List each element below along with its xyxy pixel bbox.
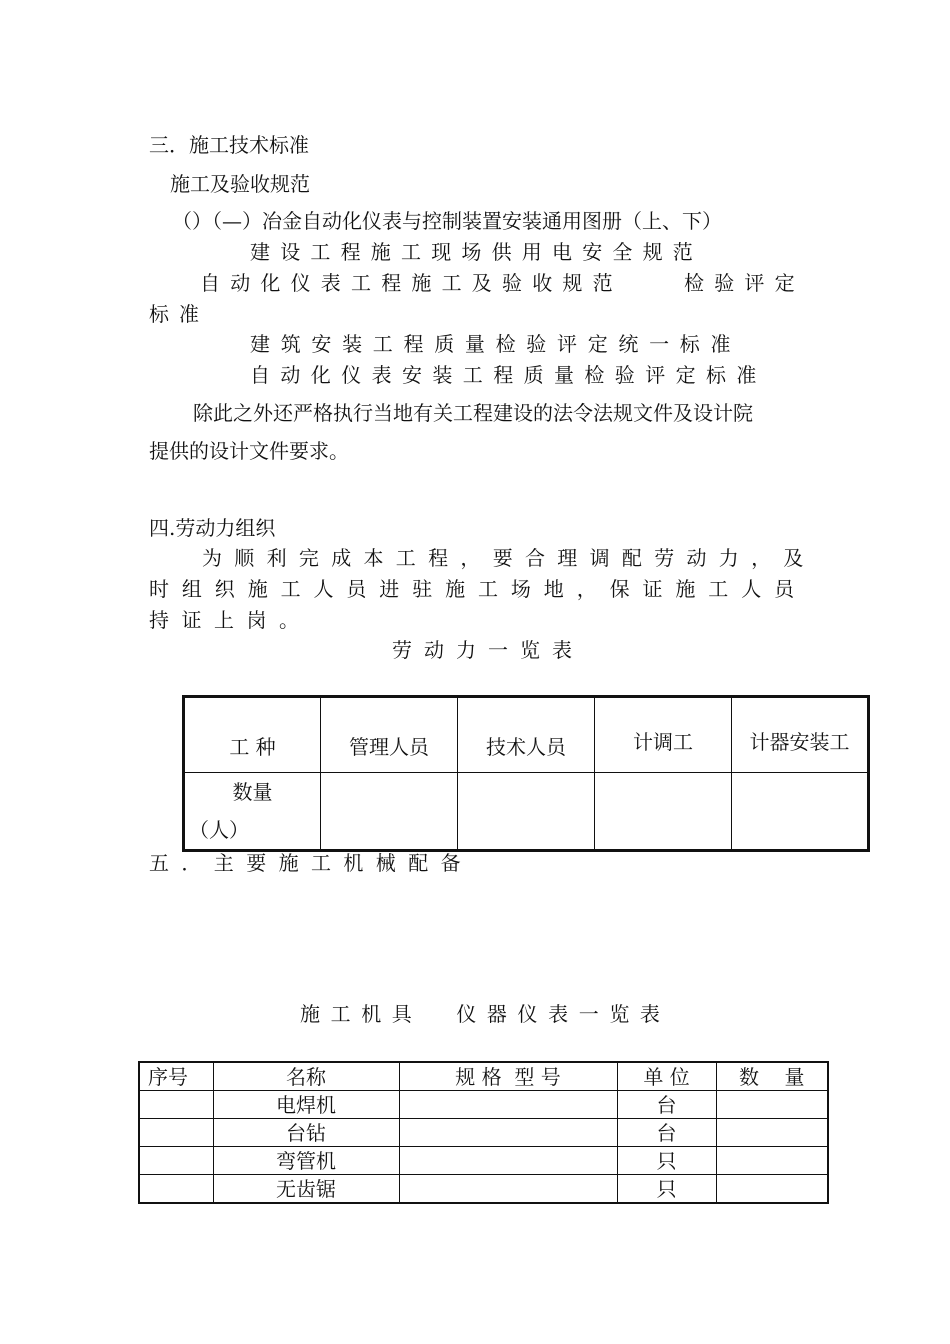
section-4-title: 四.劳动力组织 [149, 516, 276, 540]
tools-cell-unit: 只 [617, 1175, 716, 1204]
tools-cell-qty [716, 1175, 828, 1204]
table-row [139, 1147, 828, 1175]
tools-cell-no [139, 1147, 213, 1175]
tools-cell-qty [716, 1119, 828, 1147]
section-3-title: 三．施工技术标准 [149, 133, 309, 157]
tools-cell-spec [399, 1091, 617, 1119]
labor-header-installer: 计器安装工 [732, 697, 869, 773]
tools-cell-name: 弯管机 [213, 1147, 399, 1175]
labor-table-quantity-row [184, 773, 869, 851]
tools-table [138, 1061, 829, 1204]
labor-paragraph-line-2: 时组织施工人员进驻施工场地，保证施工人员 [149, 577, 807, 601]
tools-cell-spec [399, 1147, 617, 1175]
table-row [139, 1091, 828, 1119]
labor-header-trade: 工 种 [184, 697, 321, 773]
labor-paragraph-line-3: 持证上岗。 [149, 608, 312, 632]
tools-cell-name: 台钻 [213, 1119, 399, 1147]
table-row [139, 1119, 828, 1147]
section-5-title: 五．主要施工机械配备 [149, 851, 473, 875]
tools-header-spec: 规 格 型 号 [399, 1062, 617, 1091]
tools-table-header-row [139, 1062, 828, 1091]
compliance-paragraph-line-1: 除此之外还严格执行当地有关工程建设的法令法规文件及设计院 [193, 401, 753, 425]
standard-item-3-wrap: 标准 [149, 302, 209, 326]
tools-cell-unit: 台 [617, 1119, 716, 1147]
labor-table-title: 劳动力一览表 [392, 638, 584, 662]
labor-quantity-management [321, 773, 458, 851]
tools-cell-name: 无齿锯 [213, 1175, 399, 1204]
standard-item-4: 建筑安装工程质量检验评定统一标准 [250, 332, 742, 356]
tools-cell-qty [716, 1147, 828, 1175]
tools-header-name: 名称 [213, 1062, 399, 1091]
tools-cell-no [139, 1091, 213, 1119]
tools-cell-spec [399, 1175, 617, 1204]
standard-item-2: 建设工程施工现场供用电安全规范 [250, 240, 703, 264]
tools-cell-name: 电焊机 [213, 1091, 399, 1119]
section-3-subtitle: 施工及验收规范 [170, 172, 310, 196]
standard-item-5: 自动化仪表安装工程质量检验评定标准 [250, 363, 767, 387]
labor-paragraph-line-1: 为顺利完成本工程，要合理调配劳动力，及 [202, 546, 816, 570]
tools-cell-unit: 台 [617, 1091, 716, 1119]
compliance-paragraph-line-2: 提供的设计文件要求。 [149, 439, 349, 463]
labor-quantity-label-line-1: 数量 [232, 780, 273, 804]
tools-cell-no [139, 1119, 213, 1147]
labor-header-management: 管理人员 [321, 697, 458, 773]
labor-quantity-technical [458, 773, 595, 851]
labor-table [182, 695, 870, 852]
standard-item-3: 自动化仪表工程施工及验收规范 [200, 271, 623, 295]
labor-quantity-installer [732, 773, 869, 851]
standard-item-1: （）（—）冶金自动化仪表与控制装置安装通用图册（上、下） [172, 209, 722, 233]
tools-header-unit: 单 位 [617, 1062, 716, 1091]
tools-cell-no [139, 1175, 213, 1204]
tools-table-title: 施工机具 仪器仪表一览表 [300, 1002, 671, 1026]
table-row [139, 1175, 828, 1204]
labor-header-scheduler: 计调工 [595, 697, 732, 773]
labor-quantity-label-line-2: （人） [189, 818, 249, 842]
tools-header-no: 序号 [139, 1062, 213, 1091]
labor-header-technical: 技术人员 [458, 697, 595, 773]
labor-table-header-row [184, 697, 869, 773]
standard-item-3-suffix: 检验评定 [684, 271, 805, 295]
tools-cell-qty [716, 1091, 828, 1119]
labor-quantity-scheduler [595, 773, 732, 851]
tools-cell-unit: 只 [617, 1147, 716, 1175]
tools-header-qty: 数 量 [716, 1062, 828, 1091]
tools-cell-spec [399, 1119, 617, 1147]
labor-quantity-label [184, 773, 321, 851]
